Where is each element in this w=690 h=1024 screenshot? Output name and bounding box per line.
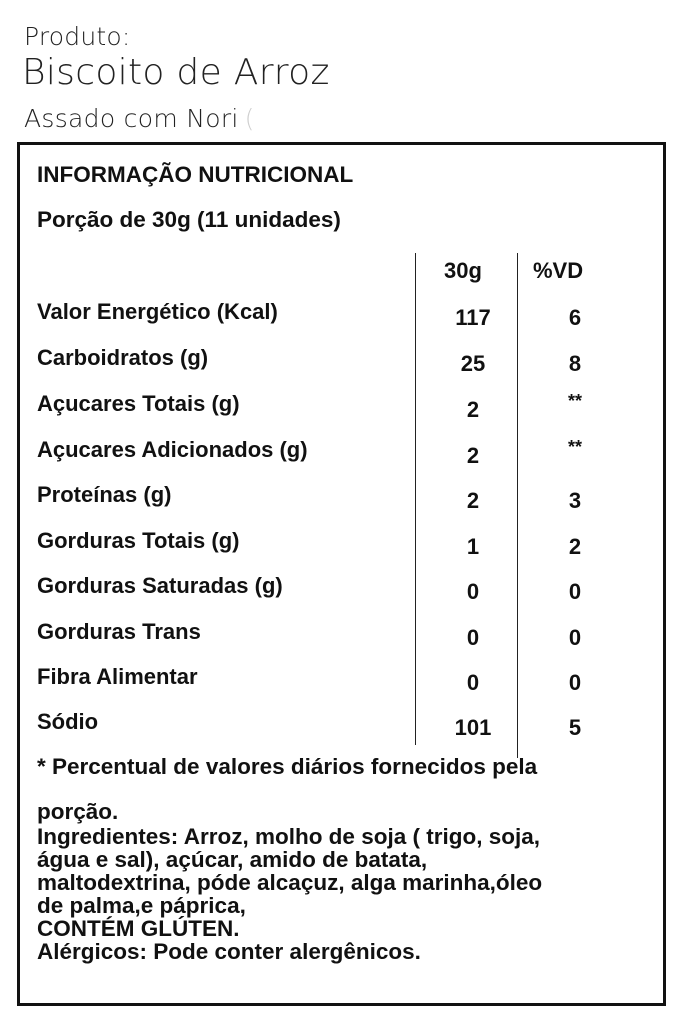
nutrient-amount: 101 — [454, 715, 492, 740]
nutrient-label: Proteínas (g) — [37, 482, 172, 507]
allergen-warning: Alérgicos: Pode conter alergênicos. — [37, 939, 421, 964]
stray-mark: ( — [244, 104, 255, 133]
nutrient-dv: 6 — [568, 305, 582, 330]
product-label: Produto: — [24, 22, 131, 51]
product-subtitle — [24, 104, 255, 133]
ingredients-block — [37, 825, 657, 963]
nutrient-label: Valor Energético (Kcal) — [37, 299, 278, 324]
ingredients-line: de palma,e páprica, — [37, 893, 246, 918]
nutrient-amount: 2 — [466, 397, 480, 422]
ingredients-line: maltodextrina, póde alcaçuz, alga marinha,óleo — [37, 870, 543, 895]
portion-size: Porção de 30g (11 unidades) — [37, 207, 341, 232]
gluten-warning: CONTÉM GLÚTEN. — [37, 916, 240, 941]
column-divider-left — [415, 253, 416, 745]
nutrient-dv: 0 — [568, 670, 582, 695]
dv-footnote: * Percentual de valores diários fornecidos pela — [37, 754, 538, 779]
nutrient-amount: 0 — [466, 579, 480, 604]
nutrient-dv: 8 — [568, 351, 582, 376]
nutrient-amount: 2 — [466, 488, 480, 513]
nutrient-amount: 117 — [455, 305, 491, 330]
product-subtitle-text: Assado com Nori — [24, 104, 239, 133]
nutrition-title: INFORMAÇÃO NUTRICIONAL — [37, 162, 354, 187]
column-header-amount: 30g — [444, 258, 482, 283]
nutrient-amount: 0 — [466, 625, 480, 650]
nutrient-label: Fibra Alimentar — [37, 664, 198, 689]
nutrient-label: Gorduras Trans — [37, 619, 201, 644]
nutrient-amount: 25 — [460, 351, 486, 376]
column-divider-right — [517, 253, 518, 758]
ingredients-line: Ingredientes: Arroz, molho de soja ( trigo, soja, — [37, 824, 540, 849]
nutrient-amount: 0 — [466, 670, 480, 695]
nutrient-label: Gorduras Totais (g) — [37, 528, 240, 553]
product-name: Biscoito de Arroz — [22, 52, 330, 93]
nutrition-facts-panel — [17, 142, 666, 1006]
nutrient-dv: 0 — [568, 625, 582, 650]
nutrient-amount: 1 — [466, 534, 480, 559]
nutrient-label: Carboidratos (g) — [37, 345, 209, 370]
nutrient-label: Gorduras Saturadas (g) — [37, 573, 283, 598]
ingredients-line: água e sal), açúcar, amido de batata, — [37, 847, 428, 872]
nutrient-dv: ** — [567, 437, 582, 457]
nutrient-dv: 0 — [568, 579, 582, 604]
dv-footnote-continuation: porção. — [37, 799, 119, 824]
nutrient-label: Açucares Totais (g) — [37, 391, 240, 416]
column-header-dv: %VD — [533, 258, 584, 283]
nutrient-amount: 2 — [466, 443, 480, 468]
nutrient-label: Açucares Adicionados (g) — [37, 437, 308, 462]
nutrient-label: Sódio — [37, 709, 99, 734]
nutrient-dv: 2 — [568, 534, 582, 559]
nutrient-dv: 3 — [568, 488, 582, 513]
nutrient-dv: 5 — [568, 715, 582, 740]
nutrient-dv: ** — [567, 391, 582, 411]
